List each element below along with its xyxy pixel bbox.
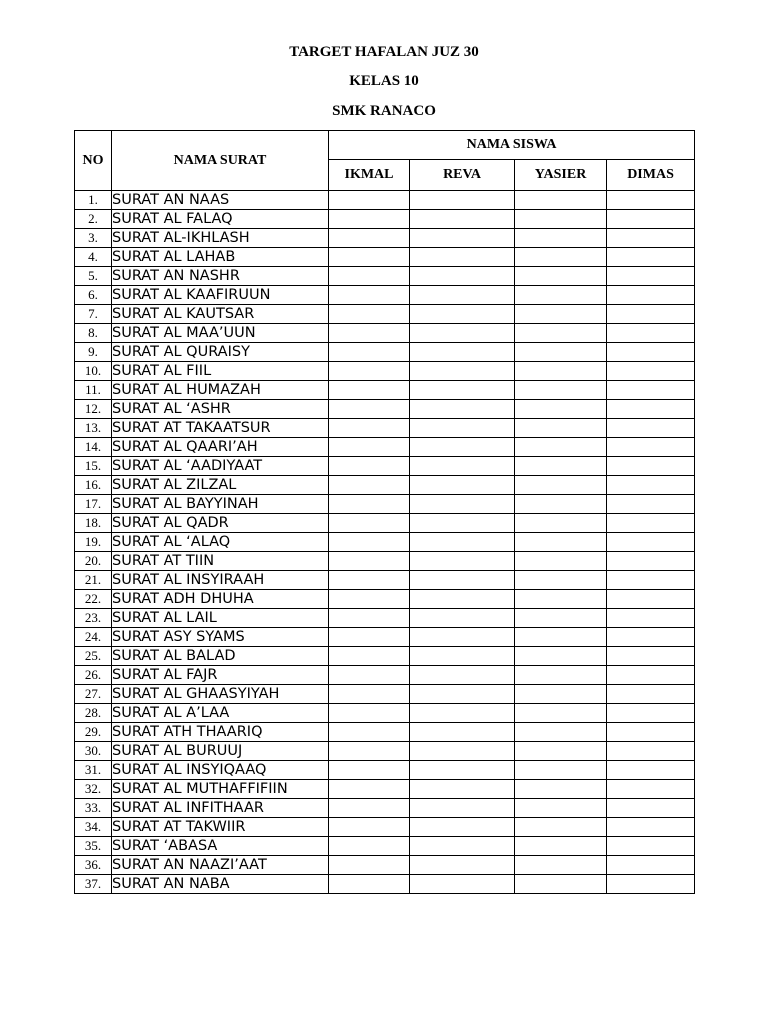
surah-name: SURAT AL LAIL (112, 609, 329, 628)
student-check-cell (329, 495, 410, 514)
student-check-cell (515, 476, 607, 495)
student-check-cell (329, 267, 410, 286)
student-check-cell (329, 799, 410, 818)
student-check-cell (607, 875, 695, 894)
surah-name: SURAT AL LAHAB (112, 248, 329, 267)
student-check-cell (515, 609, 607, 628)
table-row (75, 229, 695, 248)
row-number: 12. (75, 400, 112, 419)
surah-name: SURAT AL INFITHAAR (112, 799, 329, 818)
student-check-cell (515, 780, 607, 799)
student-check-cell (410, 590, 515, 609)
surah-name: SURAT AL A’LAA (112, 704, 329, 723)
table-row (75, 267, 695, 286)
surah-name: SURAT AL QAARI’AH (112, 438, 329, 457)
student-check-cell (607, 666, 695, 685)
student-check-cell (410, 609, 515, 628)
row-number: 10. (75, 362, 112, 381)
row-number: 16. (75, 476, 112, 495)
student-check-cell (329, 324, 410, 343)
student-check-cell (410, 875, 515, 894)
table-body (75, 191, 695, 894)
student-check-cell (410, 552, 515, 571)
student-check-cell (410, 514, 515, 533)
student-check-cell (329, 400, 410, 419)
row-number: 5. (75, 267, 112, 286)
student-check-cell (410, 495, 515, 514)
student-check-cell (607, 799, 695, 818)
student-check-cell (515, 229, 607, 248)
student-check-cell (607, 229, 695, 248)
row-number: 34. (75, 818, 112, 837)
column-header-student-yasier: YASIER (515, 160, 607, 191)
student-check-cell (410, 438, 515, 457)
surah-name: SURAT AL BALAD (112, 647, 329, 666)
row-number: 3. (75, 229, 112, 248)
student-check-cell (410, 267, 515, 286)
column-group-students: NAMA SISWA (329, 131, 695, 160)
student-check-cell (515, 685, 607, 704)
row-number: 2. (75, 210, 112, 229)
row-number: 6. (75, 286, 112, 305)
table-row (75, 533, 695, 552)
surah-name: SURAT AN NAAS (112, 191, 329, 210)
student-check-cell (515, 191, 607, 210)
table-row (75, 419, 695, 438)
student-check-cell (329, 647, 410, 666)
school-name: SMK RANACO (332, 103, 436, 119)
student-check-cell (329, 609, 410, 628)
student-check-cell (329, 590, 410, 609)
student-check-cell (607, 590, 695, 609)
student-check-cell (515, 533, 607, 552)
student-check-cell (329, 381, 410, 400)
student-check-cell (607, 742, 695, 761)
surah-name: SURAT AL HUMAZAH (112, 381, 329, 400)
column-header-student-reva: REVA (410, 160, 515, 191)
table-row (75, 476, 695, 495)
row-number: 9. (75, 343, 112, 362)
student-check-cell (329, 210, 410, 229)
row-number: 7. (75, 305, 112, 324)
row-number: 23. (75, 609, 112, 628)
student-check-cell (515, 438, 607, 457)
table-row (75, 248, 695, 267)
row-number: 22. (75, 590, 112, 609)
surah-name: SURAT AL INSYIRAAH (112, 571, 329, 590)
row-number: 32. (75, 780, 112, 799)
student-check-cell (410, 533, 515, 552)
row-number: 25. (75, 647, 112, 666)
student-check-cell (607, 704, 695, 723)
student-check-cell (410, 628, 515, 647)
student-check-cell (410, 400, 515, 419)
column-header-student-ikmal: IKMAL (329, 160, 410, 191)
student-check-cell (607, 457, 695, 476)
table-row (75, 723, 695, 742)
student-check-cell (410, 324, 515, 343)
student-check-cell (607, 362, 695, 381)
table-row (75, 305, 695, 324)
student-check-cell (607, 267, 695, 286)
table-row (75, 761, 695, 780)
surah-name: SURAT AT TAKWIIR (112, 818, 329, 837)
surah-name: SURAT AN NASHR (112, 267, 329, 286)
student-check-cell (410, 248, 515, 267)
student-check-cell (515, 514, 607, 533)
surah-name: SURAT AN NABA (112, 875, 329, 894)
student-check-cell (329, 666, 410, 685)
student-check-cell (410, 704, 515, 723)
student-check-cell (515, 457, 607, 476)
surah-name: SURAT AL ‘AADIYAAT (112, 457, 329, 476)
surah-name: SURAT AL KAUTSAR (112, 305, 329, 324)
surah-name: SURAT ATH THAARIQ (112, 723, 329, 742)
column-header-student-dimas: DIMAS (607, 160, 695, 191)
row-number: 31. (75, 761, 112, 780)
student-check-cell (515, 571, 607, 590)
student-check-cell (607, 495, 695, 514)
student-check-cell (329, 362, 410, 381)
student-check-cell (410, 761, 515, 780)
student-check-cell (410, 742, 515, 761)
row-number: 26. (75, 666, 112, 685)
student-check-cell (329, 305, 410, 324)
student-check-cell (515, 856, 607, 875)
student-check-cell (329, 704, 410, 723)
student-check-cell (410, 210, 515, 229)
row-number: 27. (75, 685, 112, 704)
student-check-cell (329, 571, 410, 590)
student-check-cell (329, 514, 410, 533)
student-check-cell (329, 552, 410, 571)
row-number: 33. (75, 799, 112, 818)
row-number: 36. (75, 856, 112, 875)
student-check-cell (515, 286, 607, 305)
student-check-cell (515, 267, 607, 286)
student-check-cell (410, 286, 515, 305)
student-check-cell (607, 780, 695, 799)
row-number: 30. (75, 742, 112, 761)
student-check-cell (410, 343, 515, 362)
student-check-cell (410, 457, 515, 476)
surah-name: SURAT AL FIIL (112, 362, 329, 381)
student-check-cell (607, 381, 695, 400)
table-row (75, 590, 695, 609)
surah-name: SURAT AL ZILZAL (112, 476, 329, 495)
surah-name: SURAT ADH DHUHA (112, 590, 329, 609)
student-check-cell (410, 229, 515, 248)
student-check-cell (515, 647, 607, 666)
table-row (75, 286, 695, 305)
student-check-cell (607, 324, 695, 343)
student-check-cell (410, 799, 515, 818)
student-check-cell (515, 210, 607, 229)
student-check-cell (607, 571, 695, 590)
student-check-cell (329, 248, 410, 267)
student-check-cell (410, 818, 515, 837)
row-number: 20. (75, 552, 112, 571)
row-number: 17. (75, 495, 112, 514)
student-check-cell (607, 476, 695, 495)
student-check-cell (515, 704, 607, 723)
student-check-cell (410, 666, 515, 685)
memorization-table (74, 130, 695, 894)
student-check-cell (515, 875, 607, 894)
student-check-cell (329, 476, 410, 495)
surah-name: SURAT AL QADR (112, 514, 329, 533)
student-check-cell (410, 305, 515, 324)
student-check-cell (607, 533, 695, 552)
table-row (75, 552, 695, 571)
student-check-cell (607, 248, 695, 267)
surah-name: SURAT AT TAKAATSUR (112, 419, 329, 438)
row-number: 37. (75, 875, 112, 894)
student-check-cell (410, 419, 515, 438)
student-check-cell (329, 856, 410, 875)
row-number: 4. (75, 248, 112, 267)
table-row (75, 666, 695, 685)
student-check-cell (607, 837, 695, 856)
student-check-cell (329, 191, 410, 210)
student-check-cell (515, 837, 607, 856)
student-check-cell (410, 723, 515, 742)
column-header-no: NO (75, 131, 112, 191)
table-row (75, 495, 695, 514)
student-check-cell (410, 780, 515, 799)
student-check-cell (607, 609, 695, 628)
row-number: 8. (75, 324, 112, 343)
student-check-cell (515, 400, 607, 419)
student-check-cell (329, 780, 410, 799)
row-number: 15. (75, 457, 112, 476)
row-number: 13. (75, 419, 112, 438)
table-row (75, 742, 695, 761)
student-check-cell (329, 818, 410, 837)
table-row (75, 856, 695, 875)
student-check-cell (329, 419, 410, 438)
student-check-cell (329, 685, 410, 704)
surah-name: SURAT AL MAA’UUN (112, 324, 329, 343)
student-check-cell (410, 647, 515, 666)
student-check-cell (410, 476, 515, 495)
student-check-cell (515, 590, 607, 609)
row-number: 29. (75, 723, 112, 742)
row-number: 11. (75, 381, 112, 400)
student-check-cell (410, 571, 515, 590)
column-header-surah: NAMA SURAT (112, 131, 329, 191)
student-check-cell (607, 628, 695, 647)
student-check-cell (329, 837, 410, 856)
student-check-cell (607, 286, 695, 305)
student-check-cell (515, 761, 607, 780)
student-check-cell (410, 685, 515, 704)
student-check-cell (515, 742, 607, 761)
surah-name: SURAT AL INSYIQAAQ (112, 761, 329, 780)
student-check-cell (410, 837, 515, 856)
table-row (75, 457, 695, 476)
student-check-cell (515, 818, 607, 837)
table-row (75, 191, 695, 210)
student-check-cell (515, 362, 607, 381)
student-check-cell (515, 248, 607, 267)
student-check-cell (607, 761, 695, 780)
table-row (75, 343, 695, 362)
row-number: 18. (75, 514, 112, 533)
student-check-cell (329, 875, 410, 894)
student-check-cell (515, 381, 607, 400)
surah-name: SURAT AL BURUUJ (112, 742, 329, 761)
row-number: 14. (75, 438, 112, 457)
table-row (75, 362, 695, 381)
table-row (75, 704, 695, 723)
student-check-cell (607, 514, 695, 533)
student-check-cell (515, 552, 607, 571)
class-label: KELAS 10 (349, 73, 419, 89)
student-check-cell (607, 400, 695, 419)
surah-name: SURAT ASY SYAMS (112, 628, 329, 647)
table-row (75, 400, 695, 419)
surah-name: SURAT AN NAAZI’AAT (112, 856, 329, 875)
student-check-cell (329, 229, 410, 248)
student-check-cell (329, 286, 410, 305)
table-row (75, 438, 695, 457)
student-check-cell (329, 628, 410, 647)
student-check-cell (607, 419, 695, 438)
student-check-cell (515, 799, 607, 818)
table-row (75, 324, 695, 343)
table-row (75, 609, 695, 628)
row-number: 28. (75, 704, 112, 723)
table-row (75, 799, 695, 818)
student-check-cell (329, 533, 410, 552)
student-check-cell (607, 210, 695, 229)
student-check-cell (607, 191, 695, 210)
surah-name: SURAT AL BAYYINAH (112, 495, 329, 514)
student-check-cell (607, 685, 695, 704)
surah-name: SURAT AL FAJR (112, 666, 329, 685)
student-check-cell (515, 628, 607, 647)
table-row (75, 514, 695, 533)
student-check-cell (607, 647, 695, 666)
student-check-cell (410, 191, 515, 210)
document-title: TARGET HAFALAN JUZ 30 (289, 44, 479, 60)
student-check-cell (607, 343, 695, 362)
student-check-cell (515, 723, 607, 742)
student-check-cell (607, 305, 695, 324)
student-check-cell (515, 495, 607, 514)
student-check-cell (607, 818, 695, 837)
surah-name: SURAT AL-IKHLASH (112, 229, 329, 248)
table-row (75, 780, 695, 799)
student-check-cell (515, 419, 607, 438)
table-row (75, 875, 695, 894)
student-check-cell (329, 438, 410, 457)
table-row (75, 837, 695, 856)
student-check-cell (515, 324, 607, 343)
student-check-cell (329, 761, 410, 780)
surah-name: SURAT AT TIIN (112, 552, 329, 571)
table-row (75, 685, 695, 704)
student-check-cell (607, 552, 695, 571)
row-number: 24. (75, 628, 112, 647)
student-check-cell (410, 381, 515, 400)
table-row (75, 210, 695, 229)
table-row (75, 571, 695, 590)
row-number: 19. (75, 533, 112, 552)
row-number: 1. (75, 191, 112, 210)
table-row (75, 818, 695, 837)
row-number: 21. (75, 571, 112, 590)
student-check-cell (515, 305, 607, 324)
row-number: 35. (75, 837, 112, 856)
surah-name: SURAT AL GHAASYIYAH (112, 685, 329, 704)
surah-name: SURAT AL ‘ALAQ (112, 533, 329, 552)
student-check-cell (607, 723, 695, 742)
table-row (75, 381, 695, 400)
header-row-1 (75, 131, 695, 160)
student-check-cell (329, 723, 410, 742)
student-check-cell (607, 438, 695, 457)
surah-name: SURAT ‘ABASA (112, 837, 329, 856)
surah-name: SURAT AL KAAFIRUUN (112, 286, 329, 305)
student-check-cell (515, 666, 607, 685)
surah-name: SURAT AL QURAISY (112, 343, 329, 362)
table-row (75, 628, 695, 647)
surah-name: SURAT AL FALAQ (112, 210, 329, 229)
student-check-cell (607, 856, 695, 875)
student-check-cell (515, 343, 607, 362)
surah-name: SURAT AL ‘ASHR (112, 400, 329, 419)
student-check-cell (329, 742, 410, 761)
student-check-cell (329, 343, 410, 362)
student-check-cell (410, 362, 515, 381)
student-check-cell (329, 457, 410, 476)
student-check-cell (410, 856, 515, 875)
surah-name: SURAT AL MUTHAFFIFIIN (112, 780, 329, 799)
table-row (75, 647, 695, 666)
